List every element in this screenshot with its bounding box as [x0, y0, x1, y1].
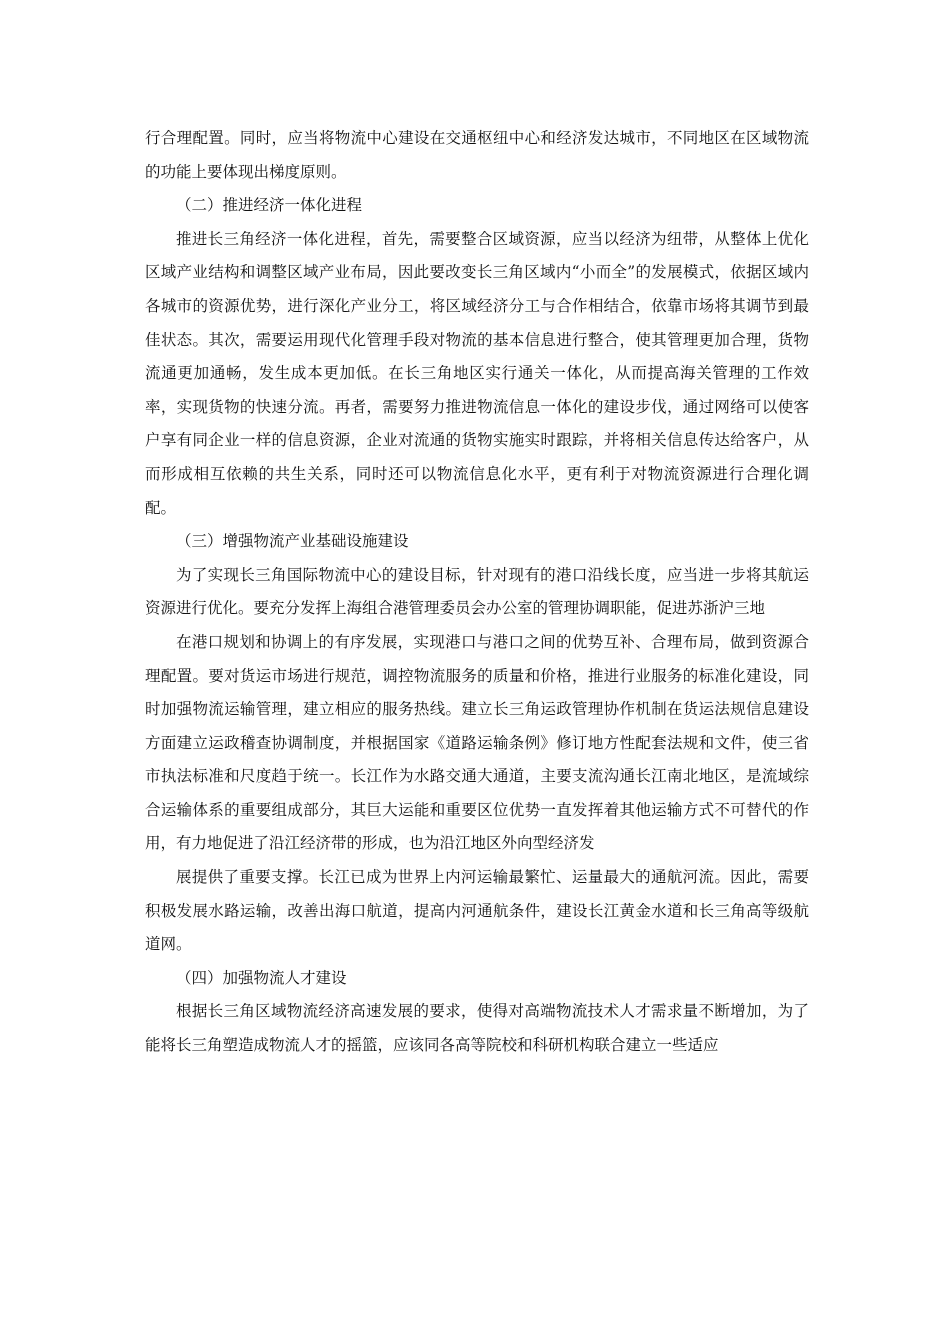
paragraph-continuation: 行合理配置。同时，应当将物流中心建设在交通枢纽中心和经济发达城市，不同地区在区域物流的功能上要体现出梯度原则。 [145, 129, 809, 181]
paragraph: 展提供了重要支撑。长江已成为世界上内河运输最繁忙、运量最大的通航河流。因此，需要积极发展水路运输，改善出海口航道，提高内河通航条件，建设长江黄金水道和长三角高等级航道网。 [145, 868, 809, 954]
paragraph: 在港口规划和协调上的有序发展，实现港口与港口之间的优势互补、合理布局，做到资源合理配置。要对货运市场进行规范，调控物流服务的质量和价格，推进行业服务的标准化建设，同时加强物流运输管理，建立相应的服务热线。建立长三角运政管理协作机制在货运法规信息建设方面建立运政稽查协调制度，并根据国家《道路运输条例》修订地方性配套法规和文件，使三省市执法标准和尺度趋于统一。长江作为水路交通大通道，主要支流沟通长江南北地区，是流域综合运输体系的重要组成部分，其巨大运能和重要区位优势一直发挥着其他运输方式不可替代的作用，有力地促进了沿江经济带的形成，也为沿江地区外向型经济发 [145, 632, 809, 853]
section-heading-2: （二）推进经济一体化进程 [176, 196, 363, 215]
section-heading-3: （三）增强物流产业基础设施建设 [176, 532, 409, 551]
paragraph: 为了实现长三角国际物流中心的建设目标，针对现有的港口沿线长度，应当进一步将其航运资源进行优化。要充分发挥上海组合港管理委员会办公室的管理协调职能，促进苏浙沪三地 [145, 565, 809, 618]
section-heading-4: （四）加强物流人才建设 [176, 968, 347, 987]
paragraph: 推进长三角经济一体化进程，首先，需要整合区域资源，应当以经济为纽带，从整体上优化区域产业结构和调整区域产业布局，因此要改变长三角区域内“小而全”的发展模式，依据区域内各城市的资源优势，进行深化产业分工，将区域经济分工与合作相结合，依靠市场将其调节到最佳状态。其次，需要运用现代化管理手段对物流的基本信息进行整合，使其管理更加合理，货物流通更加通畅，发生成本更加低。在长三角地区实行通关一体化，从而提高海关管理的工作效率，实现货物的快速分流。再者，需要努力推进物流信息一体化的建设步伐，通过网络可以使客户享有同企业一样的信息资源，企业对流通的货物实施实时跟踪，并将相关信息传达给客户，从而形成相互依赖的共生关系，同时还可以物流信息化水平，更有利于对物流资源进行合理化调配。 [145, 229, 809, 517]
document-body [145, 122, 809, 1063]
paragraph: 根据长三角区域物流经济高速发展的要求，使得对高端物流技术人才需求量不断增加，为了能将长三角塑造成物流人才的摇篮，应该同各高等院校和科研机构联合建立一些适应 [145, 1002, 809, 1055]
